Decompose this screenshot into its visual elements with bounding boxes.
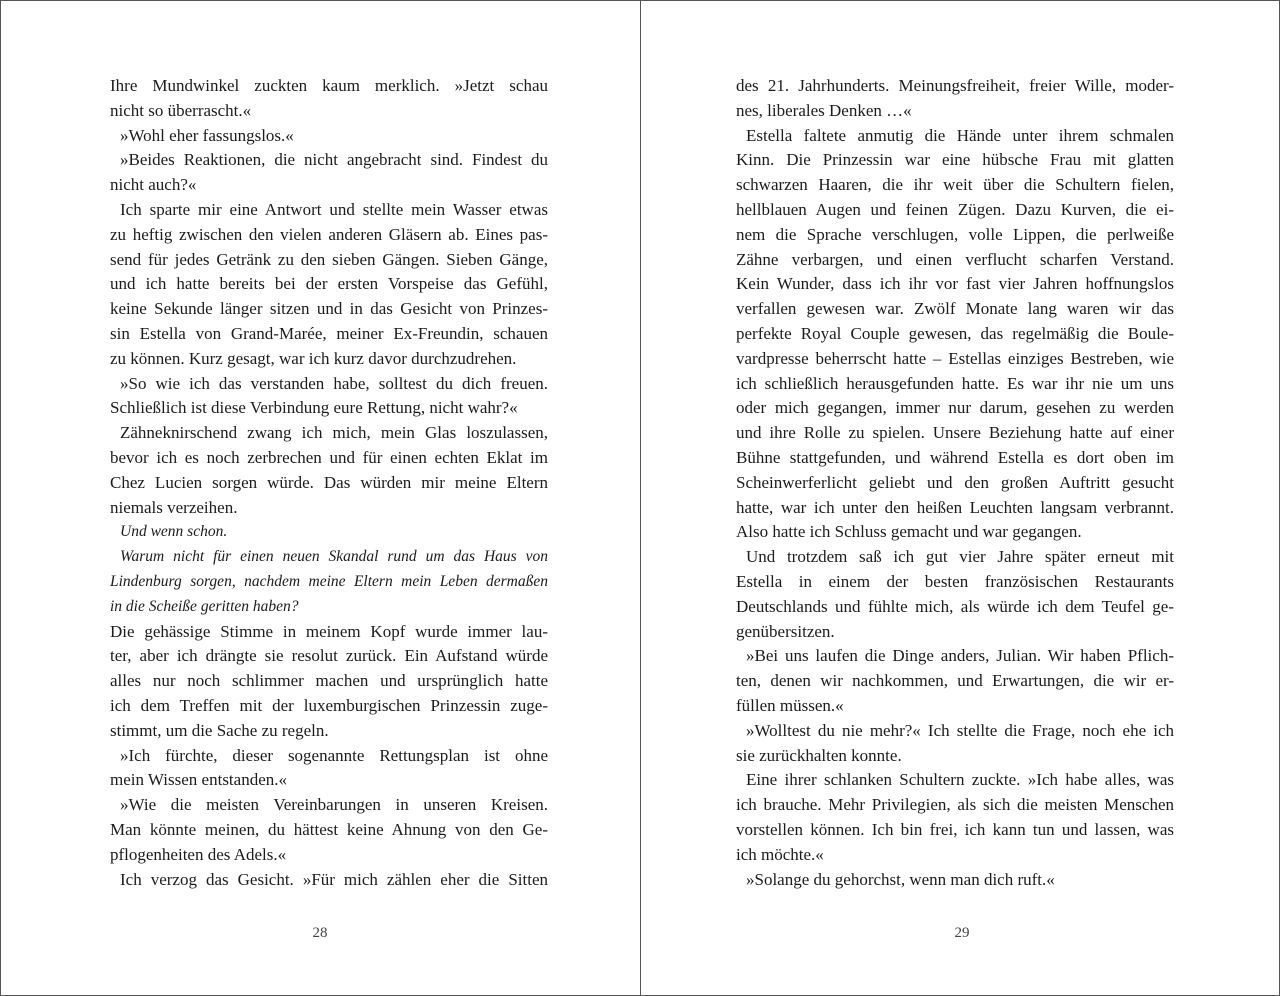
text-line: hellblauen Augen und feinen Zügen. Dazu Kurven, die ei- bbox=[736, 199, 1174, 219]
text-line: und ich hatte bereits bei der ersten Vorspeise das Gefühl, bbox=[110, 274, 548, 294]
text-line: »Ich fürchte, dieser sogenannte Rettungsplan ist ohne bbox=[120, 745, 548, 765]
text-line: stimmt, um die Sache zu regeln. bbox=[110, 720, 329, 740]
text-line: Also hatte ich Schluss gemacht und war gegangen. bbox=[736, 522, 1082, 542]
text-line: Warum nicht für einen neuen Skandal rund um das Haus von bbox=[120, 548, 548, 566]
text-line: in die Scheiße geritten haben? bbox=[110, 597, 299, 615]
right-page-text bbox=[736, 74, 1174, 892]
text-line: »Solange du gehorchst, wenn man dich ruft.« bbox=[746, 869, 1055, 889]
text-line: Deutschlands und fühlte mich, als würde ich dem Teufel ge- bbox=[736, 596, 1174, 616]
text-line: ich brauche. Mehr Privilegien, als sich die meisten Menschen bbox=[736, 795, 1174, 815]
text-line: ich schließlich herausgefunden hatte. Es war ihr nie um uns bbox=[736, 373, 1174, 393]
text-line: »Wohl eher fassungslos.« bbox=[120, 125, 294, 145]
text-line: Ich sparte mir eine Antwort und stellte mein Wasser etwas bbox=[120, 199, 548, 219]
text-line: Man könnte meinen, du hättest keine Ahnung von den Ge- bbox=[110, 819, 548, 839]
text-line: Schließlich ist diese Verbindung eure Rettung, nicht wahr?« bbox=[110, 398, 518, 418]
text-line: nicht auch?« bbox=[110, 175, 197, 195]
text-line: Und trotzdem saß ich gut vier Jahre später erneut mit bbox=[746, 547, 1174, 567]
text-line: ter, aber ich drängte sie resolut zurück. Ein Aufstand würde bbox=[110, 646, 548, 666]
text-line: ich möchte.« bbox=[736, 844, 824, 864]
page-gutter bbox=[640, 1, 641, 996]
text-line: Ihre Mundwinkel zuckten kaum merklich. »Jetzt schau bbox=[110, 76, 548, 95]
text-line: Kein Wunder, dass ich ihr vor fast vier Jahren hoffnungslos bbox=[736, 274, 1174, 294]
text-line: füllen müssen.« bbox=[736, 695, 844, 715]
left-page-text bbox=[110, 74, 548, 892]
text-line: ten, denen wir nachkommen, und Erwartungen, die wir er- bbox=[736, 671, 1174, 691]
text-line: zu heftig zwischen den vielen anderen Gläsern ab. Eines pas- bbox=[110, 224, 548, 244]
text-line: »Bei uns laufen die Dinge anders, Julian. Wir haben Pflich- bbox=[746, 646, 1174, 666]
text-line: niemals verzeihen. bbox=[110, 497, 238, 517]
text-line: sie zurückhalten konnte. bbox=[736, 745, 902, 765]
text-line: des 21. Jahrhunderts. Meinungsfreiheit, freier Wille, moder- bbox=[736, 76, 1174, 95]
text-line: Zähneknirschend zwang ich mich, mein Glas loszulassen, bbox=[120, 423, 548, 443]
text-line: sin Estella von Grand-Marée, meiner Ex-Freundin, schauen bbox=[110, 323, 548, 343]
text-line: oder mich gegangen, immer nur darum, gesehen zu werden bbox=[736, 398, 1174, 418]
text-line: Estella in einem der besten französischen Restaurants bbox=[736, 571, 1174, 591]
text-line: »Beides Reaktionen, die nicht angebracht sind. Findest du bbox=[120, 150, 548, 170]
text-line: Scheinwerferlicht geliebt und den großen Auftritt gesucht bbox=[736, 472, 1174, 492]
text-line: keine Sekunde länger sitzen und in das Gesicht von Prinzes- bbox=[110, 299, 548, 319]
text-line: bevor ich es noch zerbrechen und für einen echten Eklat im bbox=[110, 447, 548, 467]
text-line: Zähne verbargen, und einen verflucht scharfen Verstand. bbox=[736, 249, 1174, 269]
left-page-number: 28 bbox=[312, 925, 328, 941]
text-line: Chez Lucien sorgen würde. Das würden mir meine Eltern bbox=[110, 472, 548, 492]
text-line: zu können. Kurz gesagt, war ich kurz davor durchzudrehen. bbox=[110, 348, 517, 368]
text-line: ich dem Treffen mit der luxemburgischen Prinzessin zuge- bbox=[110, 695, 548, 715]
text-line: Ich verzog das Gesicht. »Für mich zählen eher die Sitten bbox=[120, 869, 548, 889]
text-line: Kinn. Die Prinzessin war eine hübsche Frau mit glatten bbox=[736, 150, 1174, 170]
text-line: nicht so überrascht.« bbox=[110, 100, 252, 120]
text-line: Die gehässige Stimme in meinem Kopf wurde immer lau- bbox=[110, 621, 548, 641]
text-line: »Wie die meisten Vereinbarungen in unseren Kreisen. bbox=[120, 795, 548, 815]
text-line: nes, liberales Denken …« bbox=[736, 100, 912, 120]
text-line: Und wenn schon. bbox=[120, 523, 228, 541]
text-line: send für jedes Getränk zu den sieben Gängen. Sieben Gänge, bbox=[110, 249, 548, 269]
text-line: »Wolltest du nie mehr?« Ich stellte die Frage, noch ehe ich bbox=[746, 720, 1174, 740]
text-line: mein Wissen entstanden.« bbox=[110, 770, 287, 790]
text-line: vardpresse beherrscht hatte – Estellas einziges Bestreben, wie bbox=[736, 348, 1174, 368]
text-line: vorstellen können. Ich bin frei, ich kann tun und lassen, was bbox=[736, 819, 1174, 839]
text-line: Bühne stattgefunden, und während Estella es dort oben im bbox=[736, 447, 1174, 467]
right-page-number: 29 bbox=[954, 925, 970, 941]
text-line: Eine ihrer schlanken Schultern zuckte. »Ich habe alles, was bbox=[746, 770, 1174, 790]
text-line: perfekte Royal Couple gewesen, das regelmäßig die Boule- bbox=[736, 323, 1174, 343]
text-line: hatte, war ich unter den heißen Leuchten langsam verbrannt. bbox=[736, 497, 1174, 517]
text-line: und ihre Rolle zu spielen. Unsere Beziehung hatte auf einer bbox=[736, 423, 1174, 443]
text-line: pflogenheiten des Adels.« bbox=[110, 844, 287, 864]
text-line: nem die Sprache verschlugen, volle Lippen, die perlweiße bbox=[736, 224, 1174, 244]
text-line: schwarzen Haaren, die ihr weit über die Schultern fielen, bbox=[736, 175, 1174, 195]
text-line: verfallen gewesen war. Zwölf Monate lang waren wir das bbox=[736, 299, 1174, 319]
text-line: alles nur noch schlimmer machen und ursprünglich hatte bbox=[110, 671, 548, 691]
text-line: Lindenburg sorgen, nachdem meine Eltern mein Leben dermaßen bbox=[110, 572, 548, 590]
text-line: Estella faltete anmutig die Hände unter ihrem schmalen bbox=[746, 125, 1174, 145]
text-line: genübersitzen. bbox=[736, 621, 835, 641]
text-line: »So wie ich das verstanden habe, solltest du dich freuen. bbox=[120, 373, 548, 393]
